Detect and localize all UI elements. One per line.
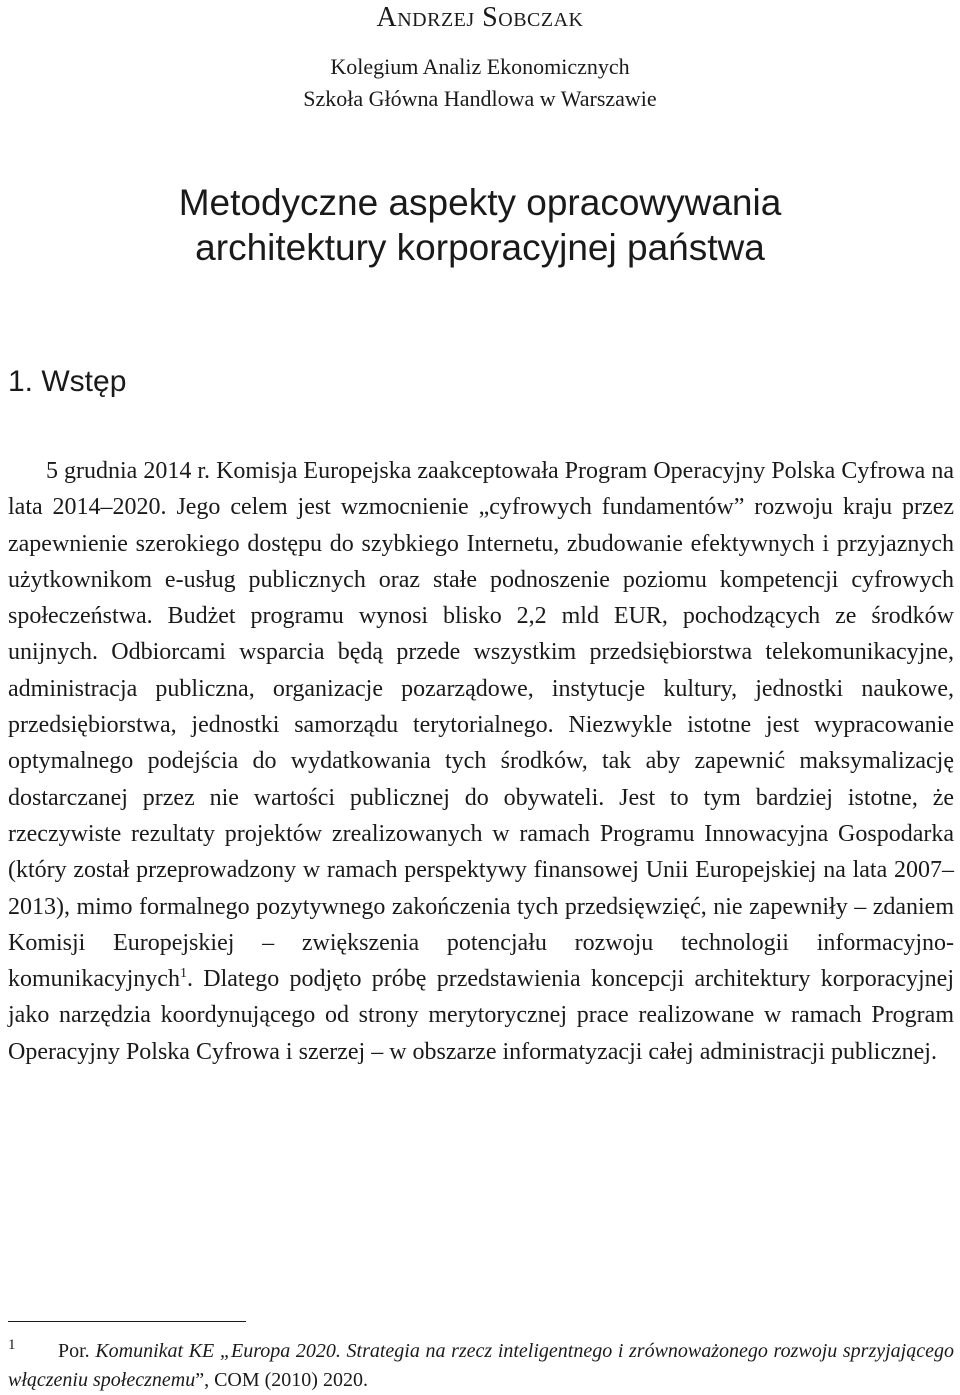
footnote: 1 Por. Komunikat KE „Europa 2020. Strategia na rzecz inteligentnego i zrównoważonego rozwoju sprzyjającego włączeniu społecznemu”, COM (2010) 2020. [8,1337,954,1391]
article-title [0,180,960,270]
section-heading: 1. Wstęp [8,365,127,398]
body-paragraph [8,453,954,1070]
paragraph-text-part-1: 5 grudnia 2014 r. Komisja Europejska zaakceptowała Program Operacyjny Polska Cyfrowa na lata 2014–2020. Jego celem jest wzmocnienie „cyfrowych fundamentów” rozwoju kraju przez zapewnienie szerokiego dostępu do szybkiego Internetu, zbudowanie efektywnych i przyjaznych użytkownikom e-usług publicznych oraz stałe podnoszenie poziomu kompetencji cyfrowych społeczeństwa. Budżet programu wynosi blisko 2,2 mld EUR, pochodzących ze środków unijnych. Odbiorcami wsparcia będą przede wszystkim przedsiębiorstwa telekomunikacyjne, administracja publiczna, organizacje pozarządowe, instytucje kultury, jednostki naukowe, przedsiębiorstwa, jednostki samorządu terytorialnego. Niezwykle istotne jest wypracowanie optymalnego podejścia do wydatkowania tych środków, tak aby zapewnić maksymalizację dostarczanej przez nie wartości publicznej do obywateli. Jest to tym bardziej istotne, że rzeczywiste rezultaty projektów zrealizowanych w ramach Programu Innowacyjna Gospodarka (który został przeprowadzony w ramach perspektywy finansowej Unii Europejskiej na lata 2007–2013), mimo formalnego pozytywnego zakończenia tych przedsięwzięć, nie zapewniły – zdaniem Komisji Europejskiej – zwiększenia potencjału rozwoju technologii informacyjno-komunikacyjnych [8,458,954,993]
affiliation-college: Kolegium Analiz Ekonomicznych [330,54,630,79]
footnote-prefix: Por. [58,1340,96,1362]
affiliation-university: Szkoła Główna Handlowa w Warszawie [303,86,657,111]
title-line-2: architektury korporacyjnej państwa [195,227,765,268]
footnote-suffix: ”, COM (2010) 2020. [195,1369,368,1391]
footnote-citation-title: Komunikat KE „Europa 2020. Strategia na rzecz inteligentnego i zrównoważonego rozwoju sprzyjającego włączeniu społecznemu [8,1340,954,1391]
title-line-1: Metodyczne aspekty opracowywania [178,182,782,223]
paragraph-text-part-2: . Dlatego podjęto próbę przedstawienia koncepcji architektury korporacyjnej jako narzędzia koordynującego od strony merytorycznej prace realizowane w ramach Program Operacyjny Polska Cyfrowa i szerzej – w obszarze informatyzacji całej administracji publicznej. [8,966,954,1065]
author-name: Andrzej Sobczak [376,2,584,33]
footnote-reference[interactable]: 1 [179,966,187,982]
footnote-separator [8,1321,246,1322]
